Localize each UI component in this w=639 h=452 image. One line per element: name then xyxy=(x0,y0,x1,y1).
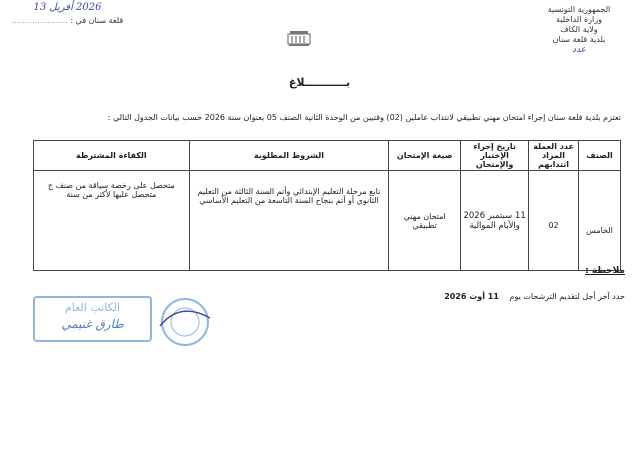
stamp-name: طارق غنيمي xyxy=(61,317,124,331)
cell-conditions: تابع مرحلة التعليم الإبتدائي وأتم السنة الثالثة من التعليم الثانوي أو أتم بنجاح السنة التاسعة من التعليم الأساسي xyxy=(189,171,389,271)
table-header-row xyxy=(34,141,621,171)
table-row xyxy=(34,171,621,271)
note-line xyxy=(444,292,625,301)
header-left xyxy=(5,2,130,26)
reference-scribble: عدد xyxy=(571,45,587,55)
cell-competence: متحصل على رخصة سياقة من صنف ج متحصل عليها لأكثر من سنة xyxy=(34,171,190,271)
stamp-title: الكاتب العام xyxy=(64,301,121,314)
location-label: قلعة سنان في : xyxy=(70,16,124,25)
col-header-format: صيغة الإمتحان xyxy=(389,141,461,171)
date-location xyxy=(5,16,130,26)
handwritten-date: 2026 أفريل 13 xyxy=(33,2,102,13)
col-header-competence: الكفاءة المشترطة xyxy=(34,141,190,171)
cell-count: 02 xyxy=(529,171,579,271)
conditions-table xyxy=(33,140,621,271)
date-dots: ...................... xyxy=(11,16,68,25)
header-line: بلدية قلعة سنان xyxy=(552,35,606,44)
note-text: حدد آخر أجل لتقديم الترشحات يوم xyxy=(509,292,625,301)
col-header-count: عدد العملة المراد انتدابهم xyxy=(529,141,579,171)
col-header-category: الصنف xyxy=(579,141,621,171)
header-line: وزارة الداخلية xyxy=(556,15,602,24)
header-line: الجمهورية التونسية xyxy=(547,5,611,14)
intro-text: تعتزم بلدية قلعة سنان إجراء امتحان مهني تطبيقي لانتداب عاملين (02) وقتيين من الوحدة الثانية الصنف 05 بعنوان سنة 2026 حسب بيانات الجدول التالي : xyxy=(107,113,621,122)
page-title: بـــــــــــلاغ xyxy=(288,76,351,89)
deadline-date: 11 أوت 2026 xyxy=(444,292,499,301)
col-header-conditions: الشروط المطلوبة xyxy=(189,141,389,171)
col-header-date: تاريخ إجراء الإختبار والإمتحان xyxy=(461,141,529,171)
header-line: ولاية الكاف xyxy=(560,25,598,34)
header-right xyxy=(529,5,629,55)
signature-stamp xyxy=(33,296,152,342)
note-title: ملاحظة : xyxy=(585,266,625,276)
cell-category: الخامس xyxy=(579,171,621,271)
cell-format: امتحان مهني تطبيقي xyxy=(389,171,461,271)
cell-date: 11 سبتمبر 2026 والأيام الموالية xyxy=(461,171,529,271)
emblem-icon xyxy=(286,28,312,48)
round-seal-icon xyxy=(150,296,220,348)
